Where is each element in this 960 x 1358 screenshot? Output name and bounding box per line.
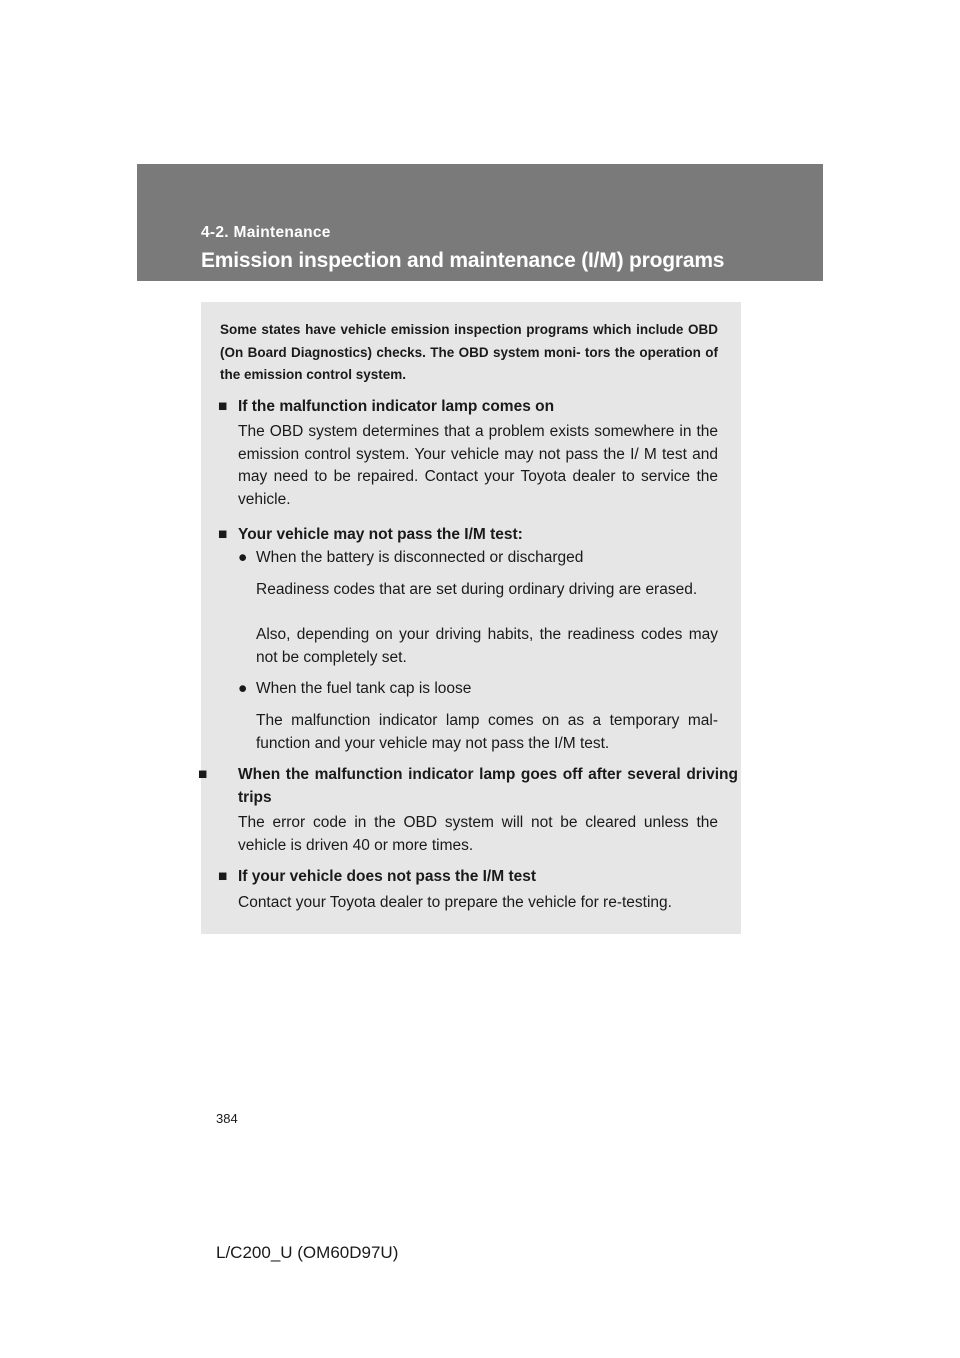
bullet-fuel-cap-text: The malfunction indicator lamp comes on as a temporary mal- function and your vehicle may not pass the I/M test. [256,712,718,752]
circle-bullet-icon: ● [238,680,248,697]
bullet-fuel-cap: ● When the fuel tank cap is loose [238,678,471,701]
square-bullet-icon: ■ [218,398,228,415]
square-bullet-icon: ■ [218,526,228,543]
chapter-header [137,164,823,281]
section-body-malfunction-lamp: The OBD system determines that a problem exists somewhere in the emission control system. Your vehicle may not pass the I/ M test and may need to be repaired. Contact your Toyota dealer to service the vehicle. [238,423,718,508]
page-title: Emission inspection and maintenance (I/M) programs [201,249,725,272]
square-bullet-icon: ■ [218,868,228,885]
circle-bullet-icon: ● [238,549,248,566]
bullet-battery-text-2: Also, depending on your driving habits, the readiness codes may not be completely set. [256,626,718,666]
section-heading-lamp-goes-off: ■ When the malfunction indicator lamp goes off after several driving trips [198,766,738,806]
section-heading-does-not-pass: ■ If your vehicle does not pass the I/M test [218,866,536,889]
intro-paragraph: Some states have vehicle emission inspection programs which include OBD (On Board Diagnostics) checks. The OBD system moni- tors the operation of the emission control system. [220,322,718,382]
content-panel [198,302,741,934]
section-body-lamp-goes-off: The error code in the OBD system will not be cleared unless the vehicle is driven 40 or more times. [238,814,718,854]
section-body-does-not-pass: Contact your Toyota dealer to prepare the vehicle for re-testing. [238,894,672,911]
section-label: 4-2. Maintenance [201,224,331,241]
bullet-battery-text: Readiness codes that are set during ordinary driving are erased. [256,581,698,598]
manual-code: L/C200_U (OM60D97U) [216,1243,399,1262]
section-heading-may-not-pass: ■ Your vehicle may not pass the I/M test: [218,524,523,547]
section-heading-malfunction-lamp: ■ If the malfunction indicator lamp comes on [218,396,554,419]
page-number: 384 [216,1111,238,1126]
bullet-battery: ● When the battery is disconnected or discharged [238,547,583,570]
square-bullet-icon: ■ [198,766,208,783]
